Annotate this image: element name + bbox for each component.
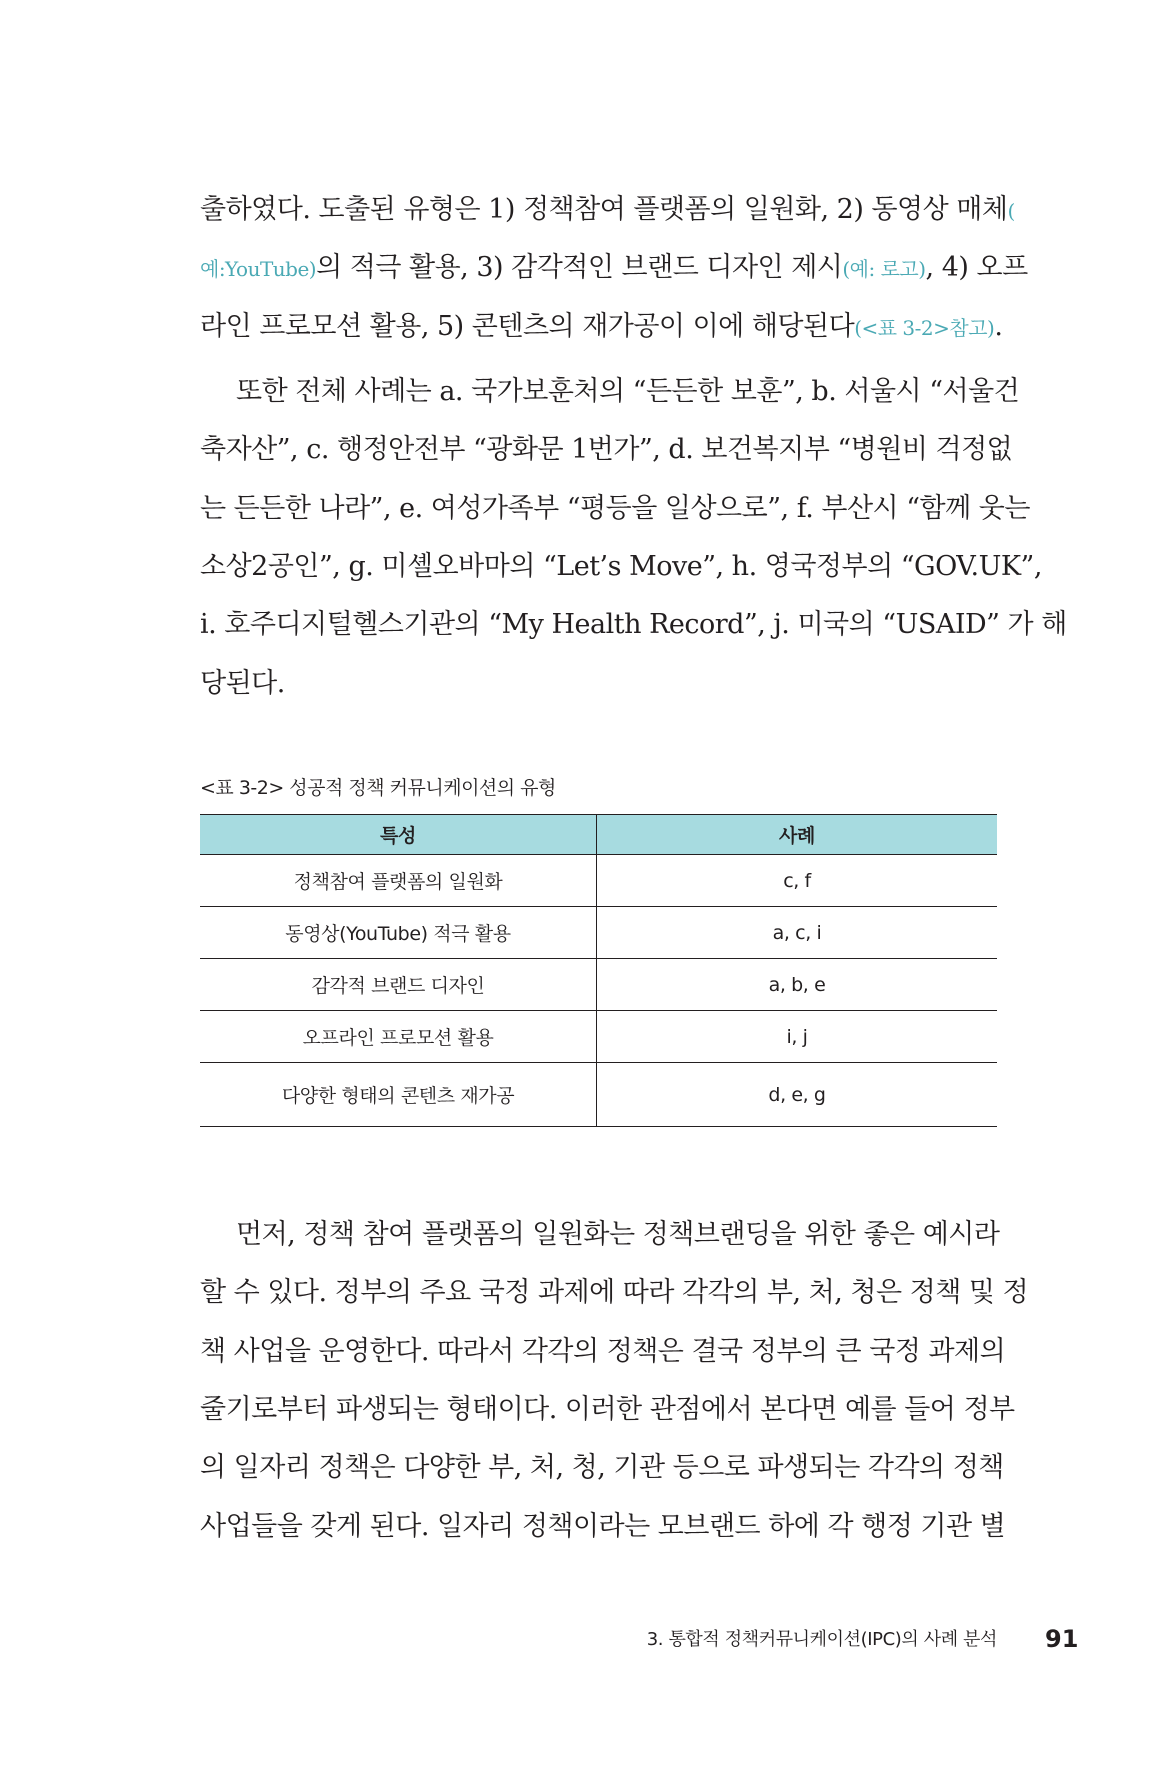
paragraph-3-line-6: 사업들을 갖게 된다. 일자리 정책이라는 모브랜드 하에 각 행정 기관 별 [200,1511,1006,1542]
table-cell-characteristic: 정책참여 플랫폼의 일원화 [200,855,597,907]
paragraph-2-line-3: 는 든든한 나라”, e. 여성가족부 “평등을 일상으로”, f. 부산시 “함께 웃는 [200,493,1030,524]
table-row [200,855,997,907]
paragraph-1-line-1: 출하였다. 도출된 유형은 1) 정책참여 플랫폼의 일원화, 2) 동영상 매체( [200,194,1015,225]
table-cell-cases: a, b, e [597,959,998,1011]
table-cell-cases: i, j [597,1011,998,1063]
table-cell-characteristic: 감각적 브랜드 디자인 [200,959,597,1011]
table-cell-cases: a, c, i [597,907,998,959]
inline-note: ( [1007,199,1015,223]
running-footer-section-title: 3. 통합적 정책커뮤니케이션(IPC)의 사례 분석 [646,1629,997,1650]
column-header-cases: 사례 [597,815,998,855]
paragraph-3-line-4: 줄기로부터 파생되는 형태이다. 이러한 관점에서 본다면 예를 들어 정부 [200,1394,1015,1425]
table-cell-characteristic: 오프라인 프로모션 활용 [200,1011,597,1063]
paragraph-3-line-3: 책 사업을 운영한다. 따라서 각각의 정책은 결국 정부의 큰 국정 과제의 [200,1336,1006,1367]
paragraph-2-line-6: 당된다. [200,668,285,699]
table-cell-cases: c, f [597,855,998,907]
table-cell-characteristic: 다양한 형태의 콘텐츠 재가공 [200,1063,597,1127]
paragraph-2-line-2: 축자산”, c. 행정안전부 “광화문 1번가”, d. 보건복지부 “병원비 걱정없 [200,434,1013,465]
paragraph-2-line-5: i. 호주디지털헬스기관의 “My Health Record”, j. 미국의 “USAID” 가 해 [200,609,1067,640]
column-header-characteristic: 특성 [200,815,597,855]
table-row [200,959,997,1011]
paragraph-3-line-5: 의 일자리 정책은 다양한 부, 처, 청, 기관 등으로 파생되는 각각의 정책 [200,1452,1004,1483]
inline-note: (예: 로고) [842,257,926,281]
paragraph-1-line-3: 라인 프로모션 활용, 5) 콘텐츠의 재가공이 이에 해당된다(<표 3-2>참고). [200,311,1003,342]
table-header-row [200,815,997,855]
table-cell-characteristic: 동영상(YouTube) 적극 활용 [200,907,597,959]
table-cell-cases: d, e, g [597,1063,998,1127]
paragraph-1-line-2: 예:YouTube)의 적극 활용, 3) 감각적인 브랜드 디자인 제시(예: 로고), 4) 오프 [200,252,1028,283]
table-row [200,907,997,959]
paragraph-3-line-1: 먼저, 정책 참여 플랫폼의 일원화는 정책브랜딩을 위한 좋은 예시라 [236,1219,1000,1250]
policy-communication-types-table [200,814,997,1127]
table-reference-note: (<표 3-2>참고) [854,316,995,340]
paragraph-3-line-2: 할 수 있다. 정부의 주요 국정 과제에 따라 각각의 부, 처, 청은 정책 및 정 [200,1277,1029,1308]
table-row [200,1011,997,1063]
inline-note: 예:YouTube) [200,257,317,281]
page-number: 91 [1045,1625,1079,1653]
table-caption: <표 3-2> 성공적 정책 커뮤니케이션의 유형 [200,777,556,799]
paragraph-2-line-4: 소상2공인”, g. 미셸오바마의 “Let’s Move”, h. 영국정부의 “GOV.UK”, [200,551,1042,582]
table-row [200,1063,997,1127]
paragraph-2-line-1: 또한 전체 사례는 a. 국가보훈처의 “든든한 보훈”, b. 서울시 “서울건 [236,376,1020,407]
